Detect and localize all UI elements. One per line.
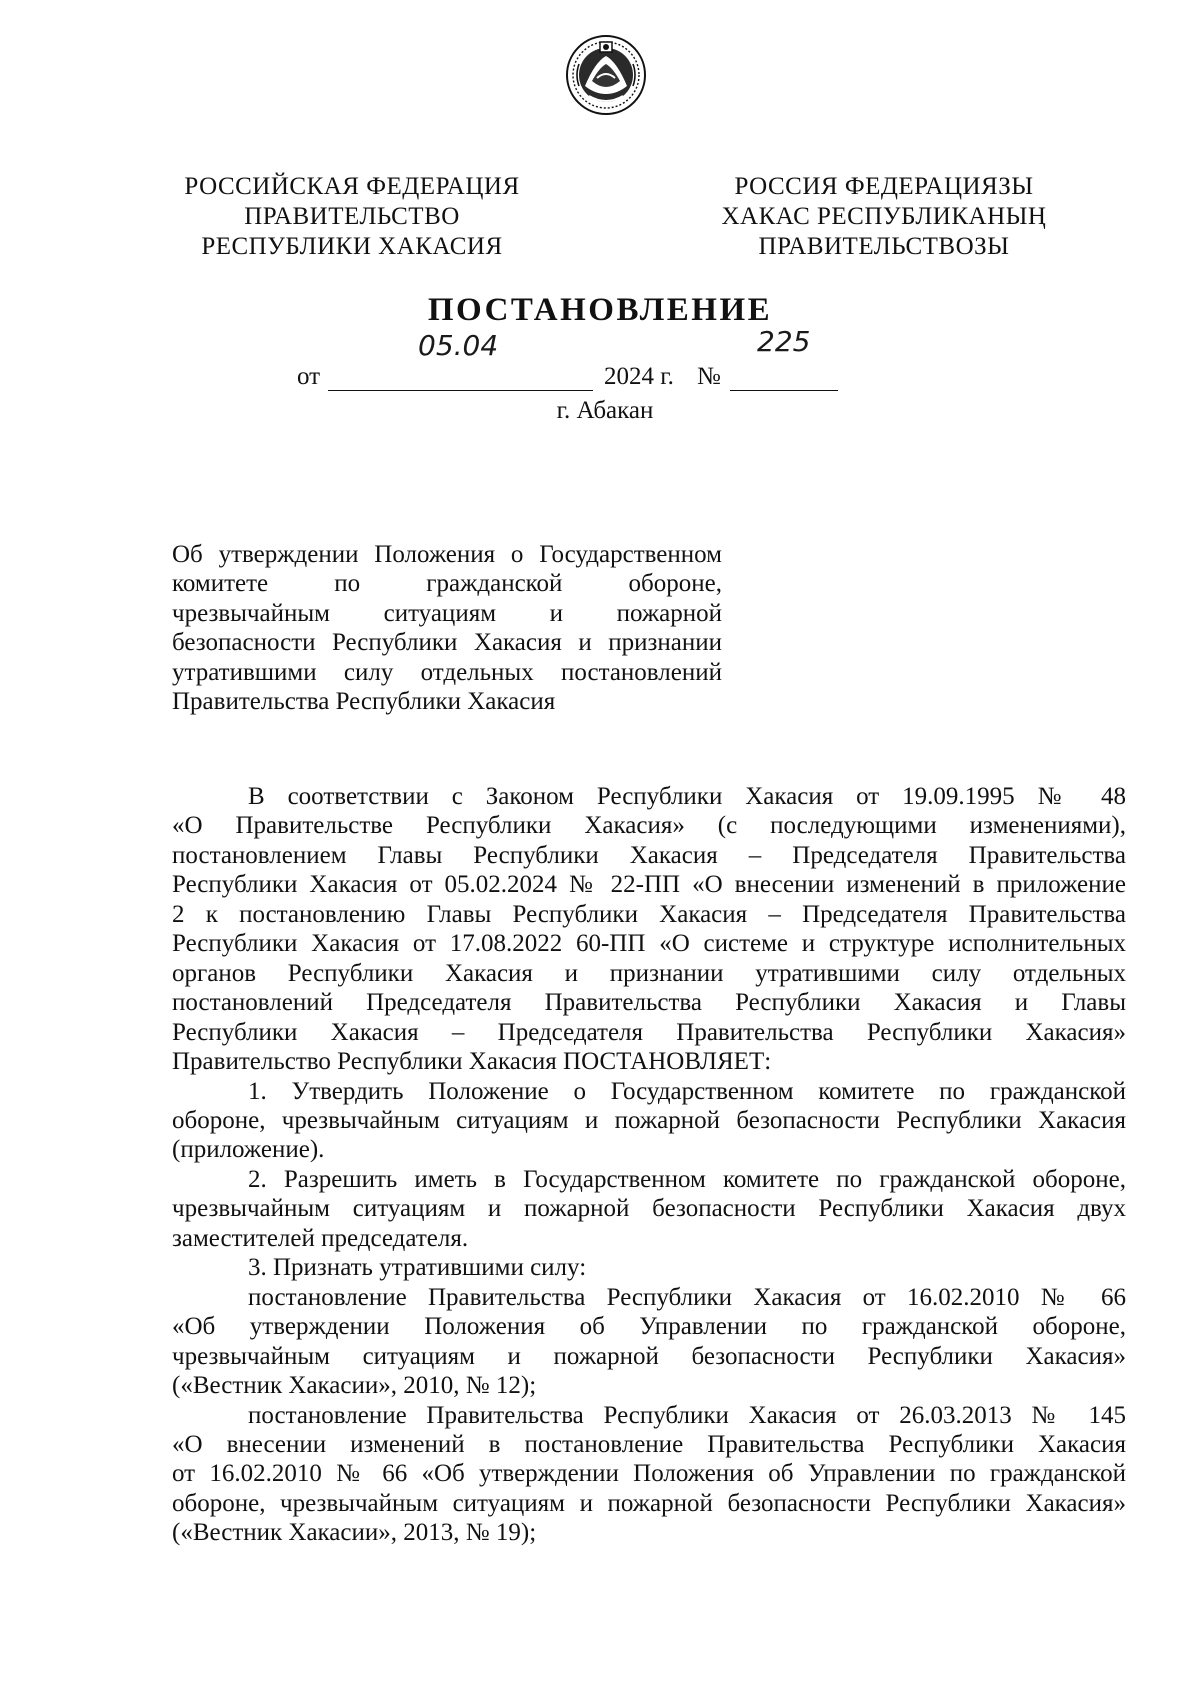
body-line: «Об утверждении Положения об Управлении по гражданской обороне, (172, 1313, 1126, 1341)
header-left-line-3: РЕСПУБЛИКИ ХАКАСИЯ (201, 233, 503, 260)
body-line: от 16.02.2010 № 66 «Об утверждении Положения об Управлении по гражданской (172, 1460, 1126, 1488)
body-line: постановление Правительства Республики Хакасия от 26.03.2013 № 145 (248, 1401, 1126, 1429)
header-left-line-2: ПРАВИТЕЛЬСТВО (244, 203, 460, 230)
number-label: № (697, 363, 721, 390)
coat-of-arms-icon (565, 34, 647, 116)
header-left (172, 172, 532, 262)
body-line: чрезвычайным ситуациям и пожарной безопасности Республики Хакасия» (172, 1342, 1126, 1370)
subject-line: чрезвычайным ситуациям и пожарной (172, 599, 722, 627)
body-line: Правительство Республики Хакасия ПОСТАНОВЛЯЕТ: (172, 1048, 772, 1076)
body-line: постановление Правительства Республики Хакасия от 16.02.2010 № 66 (248, 1283, 1126, 1311)
date-year: 2024 г. (604, 363, 674, 390)
subject-line: Правительства Республики Хакасия (172, 688, 556, 716)
header-left-line-1: РОССИЙСКАЯ ФЕДЕРАЦИЯ (184, 173, 520, 200)
date-handwritten: 05.04 (418, 329, 499, 362)
body-line: 1. Утвердить Положение о Государственном комитете по гражданской (248, 1077, 1126, 1105)
body-line: Республики Хакасия от 17.08.2022 60-ПП «О системе и структуре исполнительных (172, 930, 1126, 958)
subject-line: безопасности Республики Хакасия и признании (172, 629, 722, 657)
body-line: постановлением Главы Республики Хакасия – Председателя Правительства (172, 841, 1126, 869)
body-line: Республики Хакасия – Председателя Правительства Республики Хакасия» (172, 1018, 1126, 1046)
date-prefix: от (297, 363, 321, 390)
body-line: 3. Признать утратившими силу: (248, 1254, 587, 1282)
body-line: обороне, чрезвычайным ситуациям и пожарной безопасности Республики Хакасия» (172, 1489, 1126, 1517)
body-line: 2 к постановлению Главы Республики Хакасия – Председателя Правительства (172, 900, 1126, 928)
body-line: («Вестник Хакасии», 2013, № 19); (172, 1519, 537, 1547)
body-line: чрезвычайным ситуациям и пожарной безопасности Республики Хакасия двух (172, 1195, 1126, 1223)
body-line: «О Правительстве Республики Хакасия» (с последующими изменениями), (172, 812, 1126, 840)
header-right-line-3: ПРАВИТЕЛЬСТВОЗЫ (758, 233, 1010, 260)
header-right-line-1: РОССИЯ ФЕДЕРАЦИЯЗЫ (734, 173, 1034, 200)
header-right (704, 172, 1064, 262)
body-line: В соответствии с Законом Республики Хакасия от 19.09.1995 № 48 (248, 783, 1126, 810)
document-subject (172, 540, 722, 716)
body-line: Республики Хакасия от 05.02.2024 № 22-ПП «О внесении изменений в приложение (172, 871, 1126, 899)
document-body (172, 782, 1126, 1548)
body-line: обороне, чрезвычайным ситуациям и пожарной безопасности Республики Хакасия (172, 1106, 1126, 1134)
header-right-line-2: ХАКАС РЕСПУБЛИКАНЫҢ (721, 203, 1047, 230)
subject-line: утратившими силу отдельных постановлений (172, 658, 722, 686)
body-line: (приложение). (172, 1136, 325, 1164)
body-line: постановлений Председателя Правительства Республики Хакасия и Главы (172, 989, 1126, 1017)
number-handwritten: 225 (757, 325, 811, 358)
subject-line: комитете по гражданской обороне, (172, 570, 722, 598)
body-line: 2. Разрешить иметь в Государственном комитете по гражданской обороне, (248, 1165, 1126, 1193)
body-line: «О внесении изменений в постановление Правительства Республики Хакасия (172, 1430, 1126, 1458)
body-line: («Вестник Хакасии», 2010, № 12); (172, 1372, 537, 1400)
date-underline (328, 390, 593, 391)
document-type: ПОСТАНОВЛЕНИЕ (427, 292, 773, 328)
subject-line: Об утверждении Положения о Государственном (172, 541, 722, 568)
body-line: органов Республики Хакасия и признании утратившими силу отдельных (172, 959, 1126, 987)
city: г. Абакан (556, 397, 654, 424)
number-underline (730, 390, 838, 391)
body-line: заместителей председателя. (172, 1224, 469, 1252)
